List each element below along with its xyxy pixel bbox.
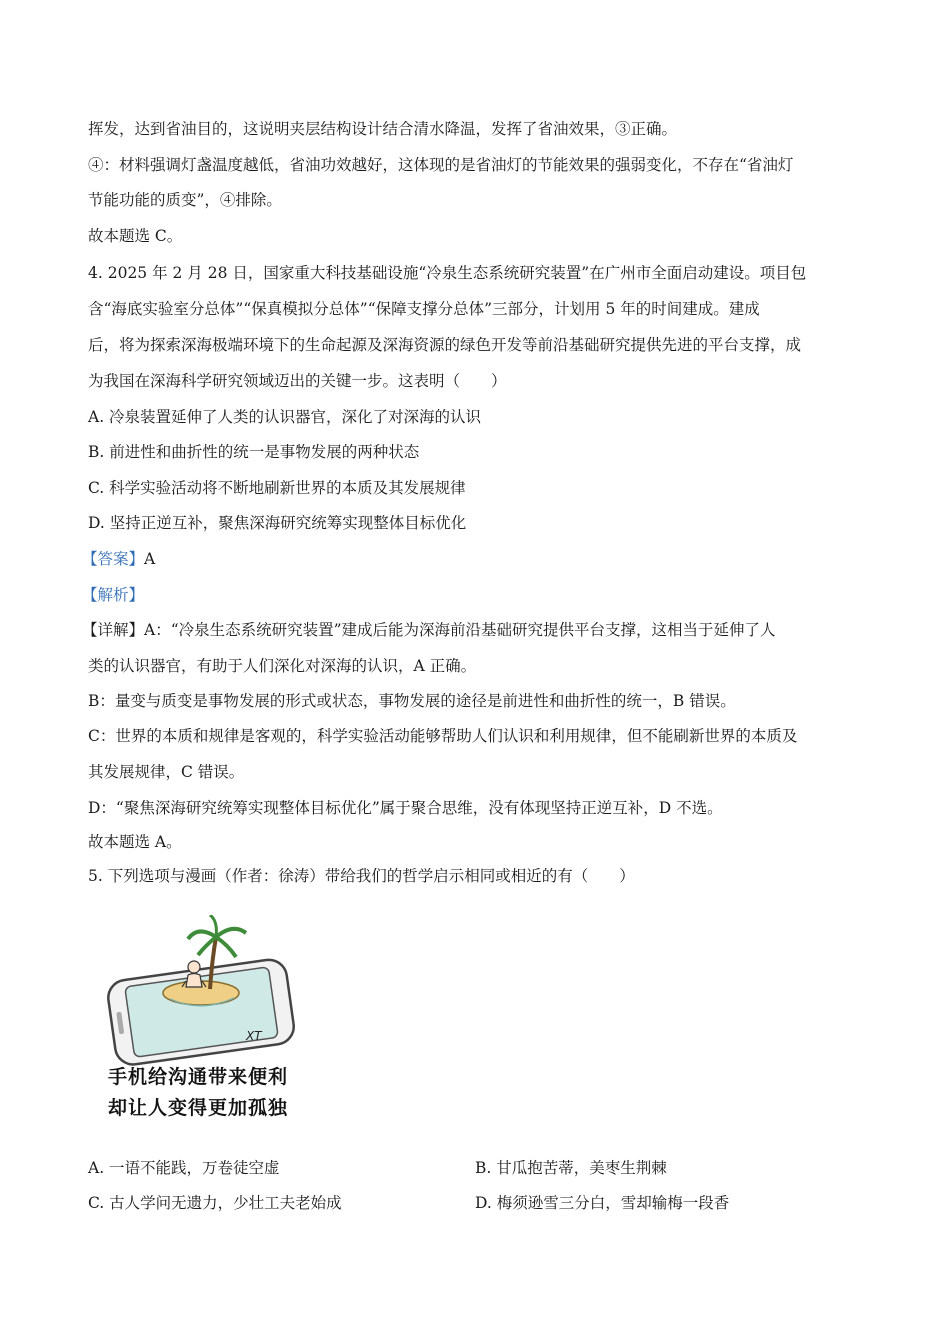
q4-detail-line: [82, 619, 862, 641]
q5-option-c: C. 古人学问无遗力，少壮工夫老始成: [88, 1194, 342, 1212]
q5-stem: 5. 下列选项与漫画（作者：徐涛）带给我们的哲学启示相同或相近的有（ ）: [88, 867, 635, 885]
q4-stem: 为我国在深海科学研究领域迈出的关键一步。这表明（ ）: [88, 372, 507, 390]
q5-option-a: A. 一语不能践，万卷徒空虚: [88, 1159, 280, 1177]
q3-analysis-line: ④：材料强调灯盏温度越低，省油功效越好，这体现的是省油灯的节能效果的强弱变化，不存在“省油灯: [88, 156, 794, 174]
cartoon-caption-line2: 却让人变得更加孤独: [108, 1097, 289, 1119]
q3-conclusion: 故本题选 C。: [88, 227, 183, 245]
cartoon-illustration: [98, 915, 298, 1120]
cartoon-signature: XT: [246, 1029, 262, 1043]
q4-detail-line: 其发展规律，C 错误。: [88, 763, 245, 781]
q4-analysis-heading: [82, 584, 862, 606]
q4-option-d: D. 坚持正逆互补，聚焦深海研究统筹实现整体目标优化: [88, 514, 467, 532]
answer-value: A: [144, 550, 156, 568]
q4-stem: 后，将为探索深海极端环境下的生命起源及深海资源的绿色开发等前沿基础研究提供先进的平台支撑，成: [88, 336, 802, 354]
q4-stem: 4. 2025 年 2 月 28 日，国家重大科技基础设施“冷泉生态系统研究装置”在广州市全面启动建设。项目包: [88, 264, 807, 282]
q3-analysis-line: 节能功能的质变”，④排除。: [88, 191, 282, 209]
analysis-tag: 【解析】: [82, 586, 145, 604]
detail-text: A：“冷泉生态系统研究装置”建成后能为深海前沿基础研究提供平台支撑，这相当于延伸了人: [144, 621, 776, 639]
detail-tag: 【详解】: [82, 621, 145, 639]
cartoon-caption-line1: 手机给沟通带来便利: [108, 1066, 289, 1088]
q4-option-c: C. 科学实验活动将不断地刷新世界的本质及其发展规律: [88, 479, 466, 497]
q4-detail-line: 类的认识器官，有助于人们深化对深海的认识，A 正确。: [88, 657, 477, 675]
answer-tag: 【答案】: [82, 550, 145, 568]
q4-answer: [82, 548, 862, 570]
q4-detail-line: C：世界的本质和规律是客观的，科学实验活动能够帮助人们认识和利用规律，但不能刷新世界的本质及: [88, 727, 798, 745]
q4-option-a: A. 冷泉装置延伸了人类的认识器官，深化了对深海的认识: [88, 408, 482, 426]
q4-stem: 含“海底实验室分总体”“保真模拟分总体”“保障支撑分总体”三部分，计划用 5 年的时间建成。建成: [88, 300, 760, 318]
q5-option-d: D. 梅须逊雪三分白，雪却输梅一段香: [475, 1194, 730, 1212]
q3-analysis-line: 挥发，达到省油目的，这说明夹层结构设计结合清水降温，发挥了省油效果，③正确。: [88, 120, 678, 138]
q4-option-b: B. 前进性和曲折性的统一是事物发展的两种状态: [88, 443, 420, 461]
q4-conclusion: 故本题选 A。: [88, 833, 182, 851]
q5-option-b: B. 甘瓜抱苦蒂，美枣生荆棘: [475, 1159, 667, 1177]
q4-detail-line: D：“聚焦深海研究统筹实现整体目标优化”属于聚合思维，没有体现坚持正逆互补，D 不选。: [88, 799, 723, 817]
q4-detail-line: B：量变与质变是事物发展的形式或状态，事物发展的途径是前进性和曲折性的统一，B 错误。: [88, 692, 736, 710]
